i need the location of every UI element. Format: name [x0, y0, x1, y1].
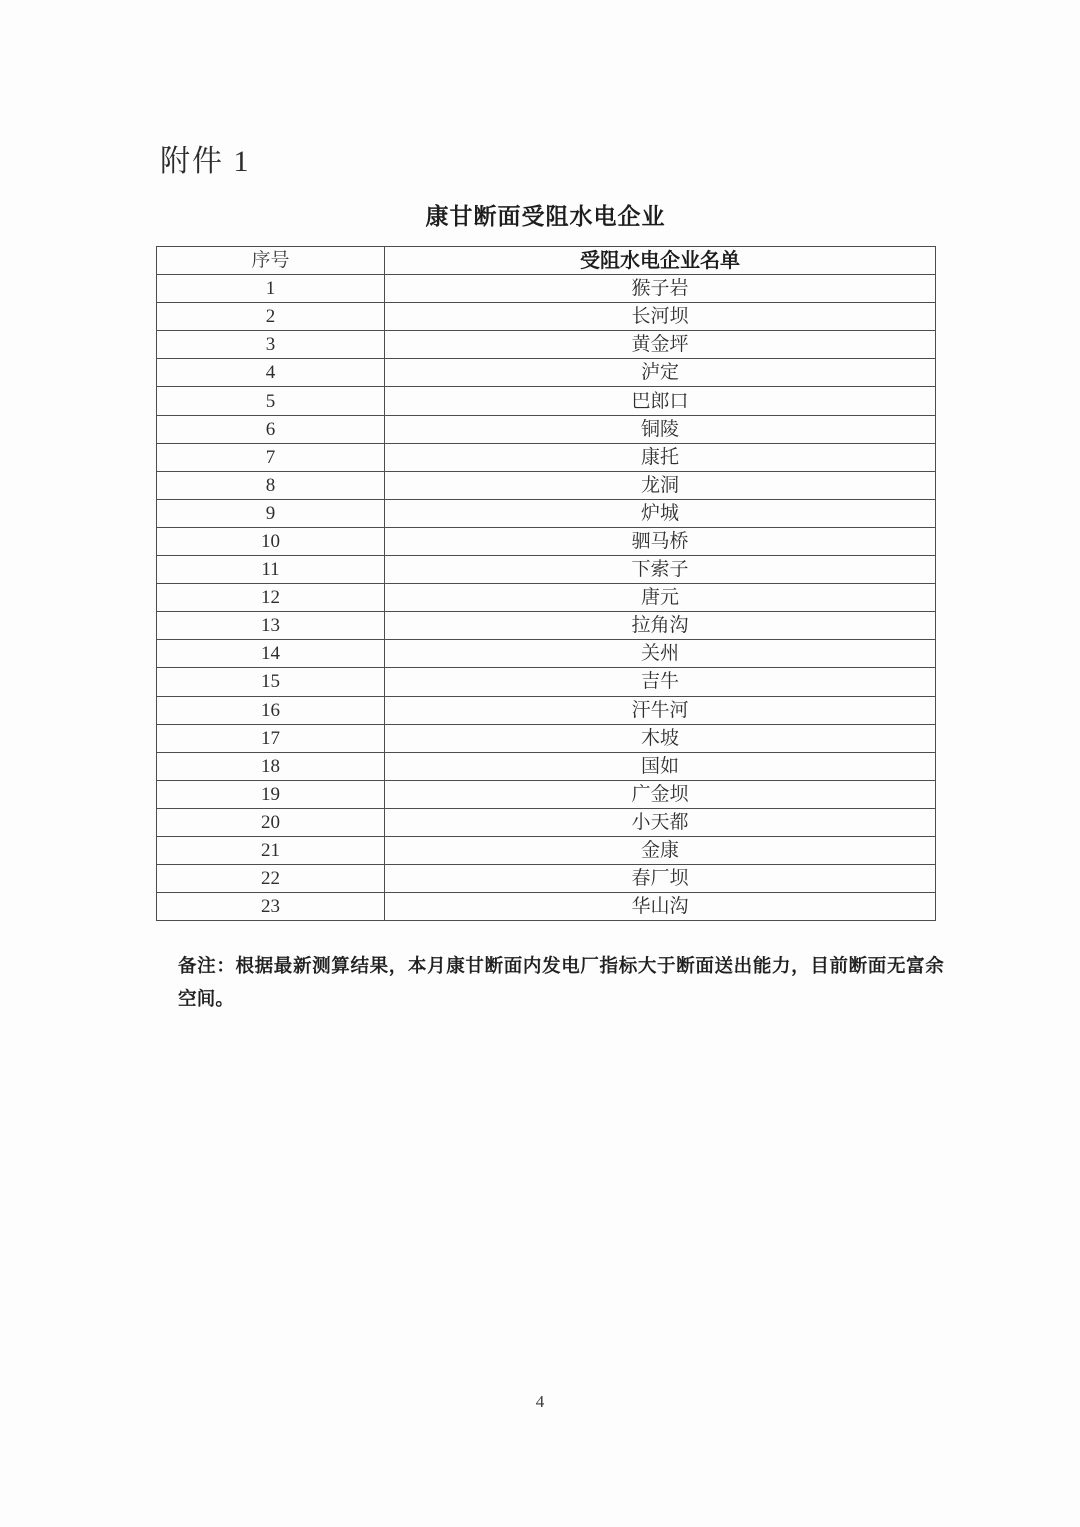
row-company-name: 关州: [385, 640, 936, 668]
table-row: [157, 387, 936, 415]
table-row: [157, 865, 936, 893]
row-company-name: 广金坝: [385, 780, 936, 808]
table-row: [157, 808, 936, 836]
row-serial-number: 6: [157, 415, 385, 443]
row-serial-number: 5: [157, 387, 385, 415]
row-serial-number: 14: [157, 640, 385, 668]
row-company-name: 驷马桥: [385, 527, 936, 555]
table-row: [157, 556, 936, 584]
attachment-label: 附件 1: [160, 145, 251, 178]
row-company-name: 炉城: [385, 499, 936, 527]
row-company-name: 华山沟: [385, 893, 936, 921]
row-serial-number: 3: [157, 331, 385, 359]
row-company-name: 金康: [385, 836, 936, 864]
row-serial-number: 21: [157, 836, 385, 864]
row-serial-number: 8: [157, 471, 385, 499]
blocked-hydropower-table: [156, 246, 936, 921]
table-row: [157, 275, 936, 303]
row-company-name: 康托: [385, 443, 936, 471]
row-company-name: 吉牛: [385, 668, 936, 696]
row-serial-number: 22: [157, 865, 385, 893]
header-serial-number: 序号: [157, 247, 385, 275]
row-serial-number: 23: [157, 893, 385, 921]
table-row: [157, 331, 936, 359]
table-row: [157, 527, 936, 555]
row-company-name: 国如: [385, 752, 936, 780]
row-serial-number: 10: [157, 527, 385, 555]
table-row: [157, 359, 936, 387]
table-row: [157, 640, 936, 668]
row-company-name: 拉角沟: [385, 612, 936, 640]
table-row: [157, 303, 936, 331]
row-company-name: 小天都: [385, 808, 936, 836]
row-serial-number: 1: [157, 275, 385, 303]
row-company-name: 汗牛河: [385, 696, 936, 724]
table-header-row: [157, 247, 936, 275]
table-body: [157, 275, 936, 921]
row-company-name: 泸定: [385, 359, 936, 387]
row-company-name: 春厂坝: [385, 865, 936, 893]
row-serial-number: 18: [157, 752, 385, 780]
table-row: [157, 415, 936, 443]
row-serial-number: 9: [157, 499, 385, 527]
row-serial-number: 7: [157, 443, 385, 471]
table-row: [157, 780, 936, 808]
table-row: [157, 752, 936, 780]
table-row: [157, 668, 936, 696]
row-company-name: 铜陵: [385, 415, 936, 443]
row-serial-number: 11: [157, 556, 385, 584]
table-row: [157, 724, 936, 752]
table-row: [157, 696, 936, 724]
table-row: [157, 612, 936, 640]
row-company-name: 猴子岩: [385, 275, 936, 303]
table-row: [157, 584, 936, 612]
row-company-name: 巴郎口: [385, 387, 936, 415]
row-company-name: 下索子: [385, 556, 936, 584]
table-row: [157, 893, 936, 921]
row-serial-number: 2: [157, 303, 385, 331]
row-serial-number: 13: [157, 612, 385, 640]
row-serial-number: 17: [157, 724, 385, 752]
page-title: 康甘断面受阻水电企业: [425, 204, 666, 229]
table-row: [157, 499, 936, 527]
page-number: 4: [535, 1392, 545, 1411]
row-company-name: 长河坝: [385, 303, 936, 331]
footnote: 备注：根据最新测算结果，本月康甘断面内发电厂指标大于断面送出能力，目前断面无富余空间。: [178, 957, 944, 1010]
row-company-name: 龙洞: [385, 471, 936, 499]
row-company-name: 唐元: [385, 584, 936, 612]
table-row: [157, 443, 936, 471]
row-serial-number: 19: [157, 780, 385, 808]
row-serial-number: 12: [157, 584, 385, 612]
row-serial-number: 20: [157, 808, 385, 836]
table-row: [157, 471, 936, 499]
row-company-name: 木坡: [385, 724, 936, 752]
table-row: [157, 836, 936, 864]
row-company-name: 黄金坪: [385, 331, 936, 359]
row-serial-number: 16: [157, 696, 385, 724]
header-company-list: 受阻水电企业名单: [385, 247, 936, 275]
row-serial-number: 15: [157, 668, 385, 696]
row-serial-number: 4: [157, 359, 385, 387]
